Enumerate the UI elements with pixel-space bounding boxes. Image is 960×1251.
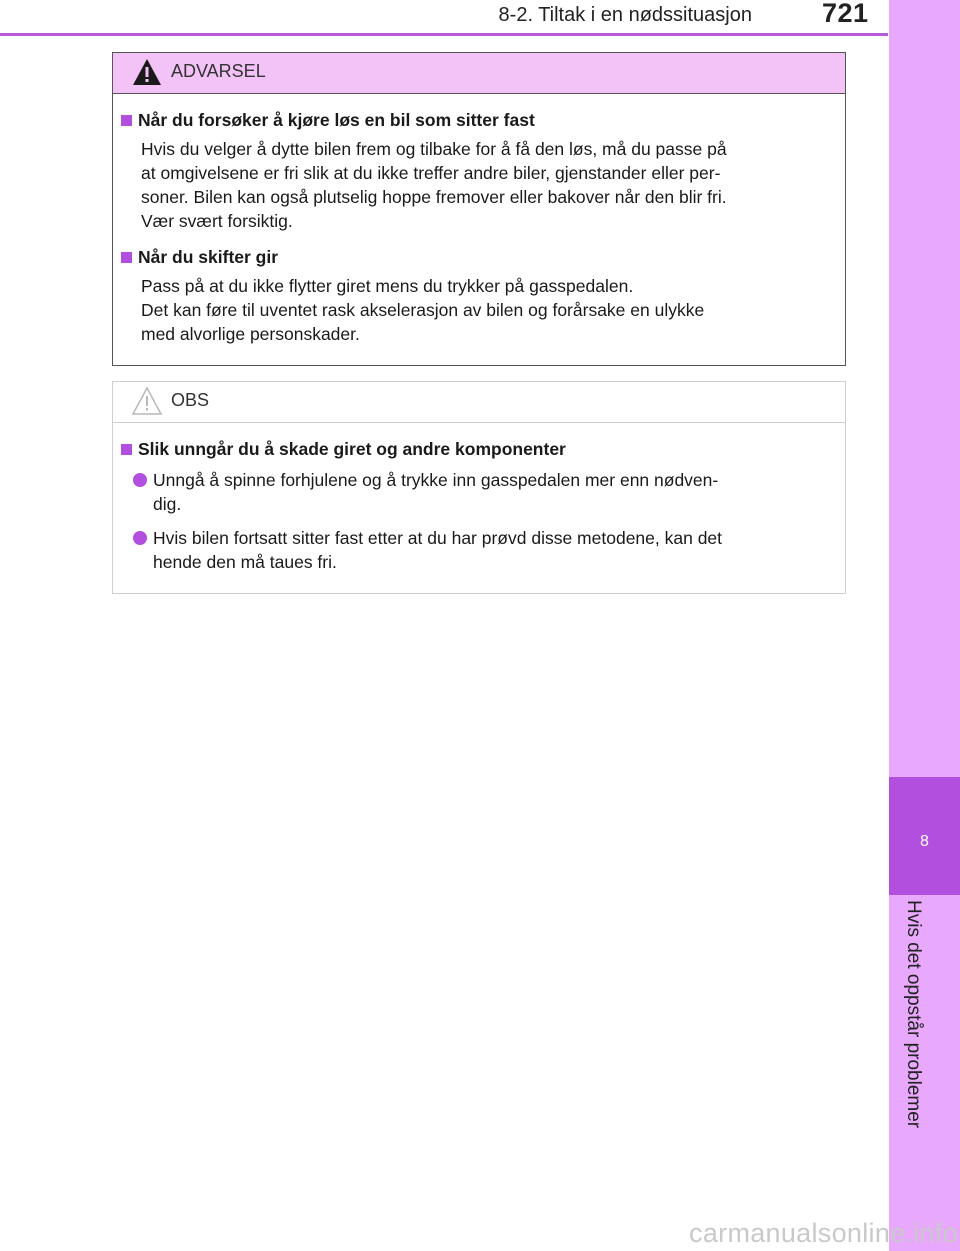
warning-box	[112, 52, 846, 366]
notice-heading	[121, 439, 835, 460]
square-bullet-icon	[121, 444, 132, 455]
circle-bullet-icon	[133, 473, 147, 487]
warning-header	[113, 53, 845, 94]
text-line: Hvis du velger å dytte bilen frem og tilbake for å få den løs, må du passe på	[141, 139, 727, 159]
text-line: Pass på at du ikke flytter giret mens du trykker på gasspedalen.	[141, 276, 634, 296]
square-bullet-icon	[121, 252, 132, 263]
warning-item-text	[121, 274, 835, 346]
warning-body	[113, 94, 845, 346]
warning-triangle-outline-icon	[131, 386, 163, 421]
text-line: hende den må taues fri.	[153, 552, 337, 572]
text-line: soner. Bilen kan også plutselig hoppe fremover eller bakover når den blir fri.	[141, 187, 727, 207]
notice-box	[112, 381, 846, 594]
text-line: dig.	[153, 494, 182, 514]
header-rule	[0, 33, 888, 36]
page-number: 721	[822, 0, 869, 28]
notice-title: OBS	[171, 390, 210, 410]
text-line: Unngå å spinne forhjulene og å trykke inn gasspedalen mer enn nødven-	[153, 470, 719, 490]
chapter-title: Hvis det oppstår problemer	[903, 900, 924, 1129]
watermark: carmanualsonline.info	[689, 1218, 958, 1248]
text-line: Vær svært forsiktig.	[141, 211, 293, 231]
notice-bullet-item	[121, 526, 835, 574]
text-line: med alvorlige personskader.	[141, 324, 360, 344]
warning-item-text	[121, 137, 835, 233]
text-line: Det kan føre til uventet rask akselerasjon av bilen og forårsake en ulykke	[141, 300, 705, 320]
notice-bullet-text	[153, 526, 835, 574]
section-title: 8-2. Tiltak i en nødssituasjon	[498, 4, 752, 26]
text-line: at omgivelsene er fri slik at du ikke treffer andre biler, gjenstander eller per-	[141, 163, 721, 183]
chapter-tab[interactable]	[889, 777, 960, 895]
notice-header	[113, 382, 845, 423]
warning-item-heading-text: Når du skifter gir	[138, 247, 279, 267]
warning-item-heading	[121, 110, 835, 131]
square-bullet-icon	[121, 115, 132, 126]
circle-bullet-icon	[133, 531, 147, 545]
chapter-number: 8	[920, 833, 929, 850]
warning-title: ADVARSEL	[171, 61, 266, 81]
notice-bullet-item	[121, 468, 835, 516]
warning-item-heading-text: Når du forsøker å kjøre løs en bil som sitter fast	[138, 110, 535, 130]
warning-item-heading	[121, 247, 835, 268]
notice-body	[113, 423, 845, 574]
notice-bullet-text	[153, 468, 835, 516]
notice-heading-text: Slik unngår du å skade giret og andre komponenter	[138, 439, 566, 459]
warning-triangle-filled-icon	[131, 57, 163, 92]
text-line: Hvis bilen fortsatt sitter fast etter at du har prøvd disse metodene, kan det	[153, 528, 723, 548]
